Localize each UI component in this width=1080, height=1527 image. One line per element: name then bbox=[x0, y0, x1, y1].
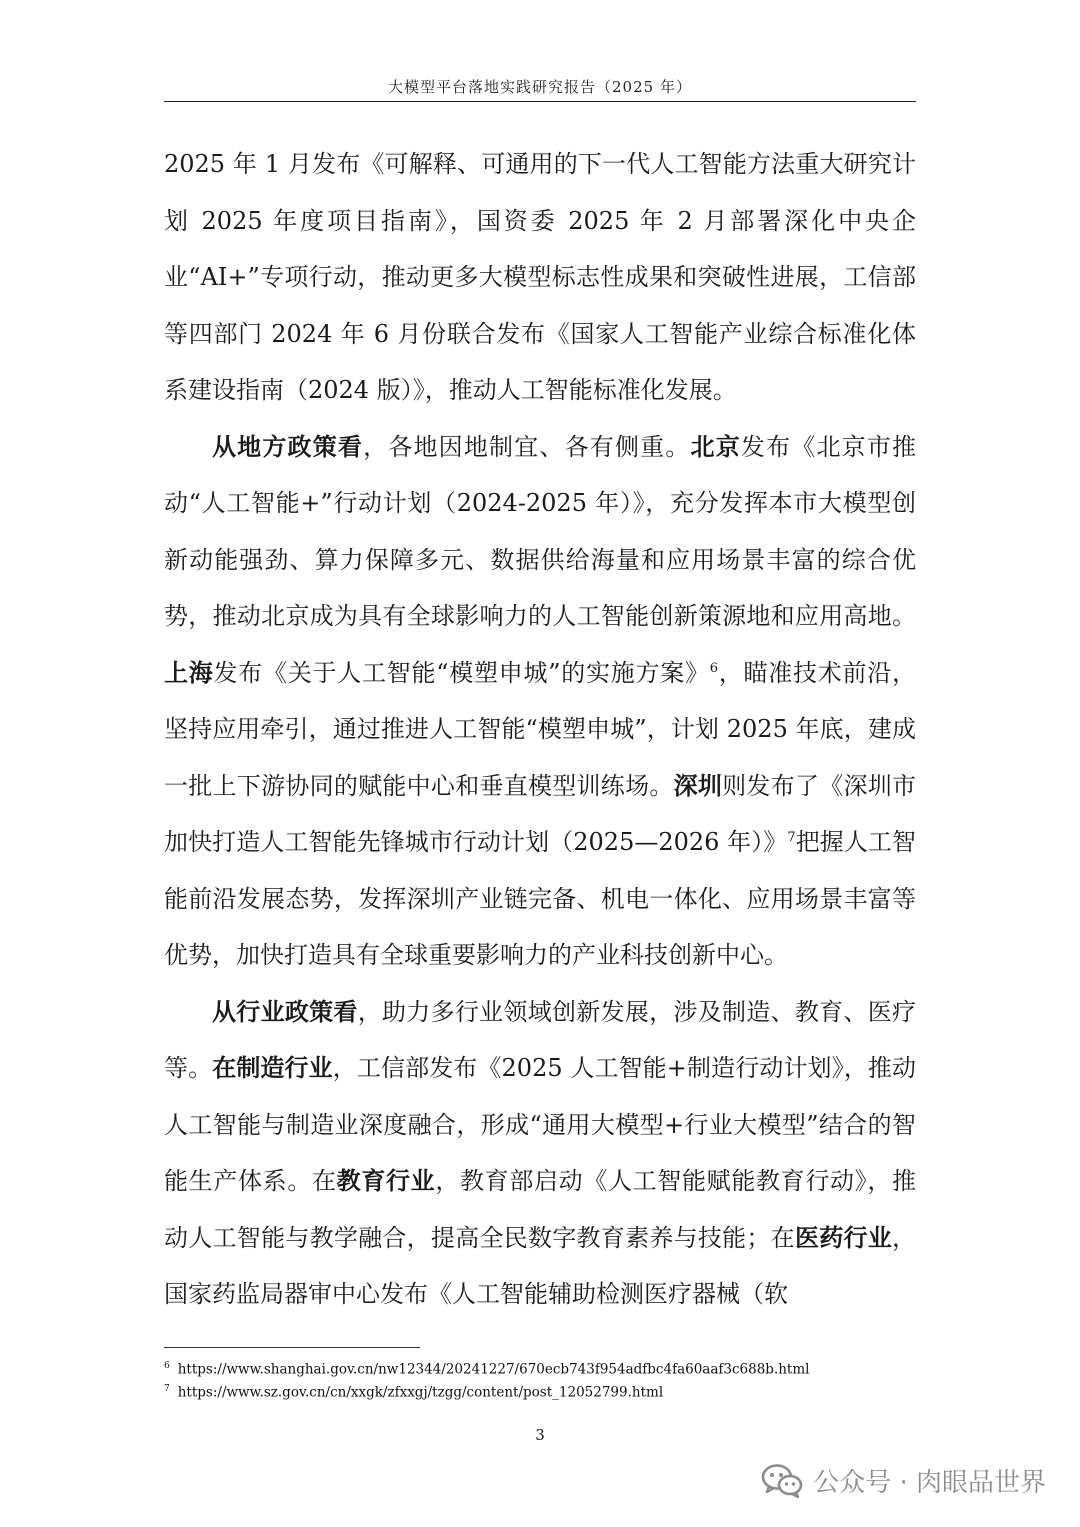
bold-phrase: 在制造行业 bbox=[212, 1053, 333, 1082]
bold-phrase: 上海 bbox=[164, 657, 214, 687]
footnotes bbox=[164, 1357, 924, 1402]
paragraph bbox=[164, 984, 916, 1323]
text-run: ，瞄准技术前沿，坚持应用牵引，通过推进人工智能“模塑申城”，计划 2025 年底，建成一批上下游协同的赋能中心和垂直模型训练场。 bbox=[164, 658, 917, 800]
footnote-number: 6 bbox=[164, 1361, 170, 1371]
bold-phrase: 从行业政策看 bbox=[212, 996, 358, 1026]
bold-phrase: 从地方政策看 bbox=[212, 431, 364, 461]
bold-phrase: 深圳 bbox=[673, 770, 723, 800]
text-run: ，国家药监局器审中心发布《人工智能辅助检测医疗器械（软 bbox=[164, 1223, 917, 1308]
paragraph bbox=[164, 136, 916, 419]
footnote-url[interactable]: https://www.shanghai.gov.cn/nw12344/20241227/670ecb743f954adfbc4fa60aaf3c688b.html bbox=[177, 1361, 810, 1378]
page-number: 3 bbox=[535, 1426, 545, 1444]
watermark-text: 公众号 · 肉眼品世界 bbox=[813, 1468, 1046, 1498]
text-run: ，教育部启动《人工智能赋能教育行动》，推动人工智能与教学融合，提高全民数字教育素养与技能；在 bbox=[164, 1167, 917, 1252]
watermark bbox=[761, 1462, 1046, 1499]
wechat-icon bbox=[761, 1463, 803, 1499]
header-divider bbox=[164, 101, 916, 102]
bold-phrase: 教育行业 bbox=[336, 1166, 436, 1195]
footnote-item bbox=[164, 1380, 924, 1403]
text-run: 发布《关于人工智能“模塑申城”的实施方案》 bbox=[213, 658, 710, 687]
running-header: 大模型平台落地实践研究报告（2025 年） bbox=[388, 78, 692, 96]
bold-phrase: 北京 bbox=[690, 431, 741, 461]
text-run: 2025 年 1 月发布《可解释、可通用的下一代人工智能方法重大研究计划 2025 年度项目指南》，国资委 2025 年 2 月部署深化中央企业“AI+”专项行动，推动更多大模型标志性成果和突破性进展，工信部等四部门 2024 年 6 月份联合发布《国家人工智能产业综合标准化体系建设指南（2024 版）》，推动人工智能标准化发展。 bbox=[164, 150, 916, 404]
bold-phrase: 医药行业 bbox=[794, 1222, 893, 1252]
footnote-ref: 7 bbox=[787, 830, 796, 845]
footnote-divider bbox=[164, 1347, 420, 1348]
text-run: 则发布了《深圳市加快打造人工智能先锋城市行动计划（2025—2026 年）》 bbox=[164, 771, 917, 856]
footnote-number: 7 bbox=[164, 1383, 170, 1394]
footnote-ref: 6 bbox=[709, 660, 719, 676]
text-run: 把握人工智能前沿发展态势，发挥深圳产业链完备、机电一体化、应用场景丰富等优势，加快打造具有全球重要影响力的产业科技创新中心。 bbox=[164, 828, 916, 969]
text-run: 发布《北京市推动“人工智能+”行动计划（2024-2025 年）》，充分发挥本市大模型创新动能强劲、算力保障多元、数据供给海量和应用场景丰富的综合优势，推动北京成为具有全球影响力的人工智能创新策源地和应用高地。 bbox=[164, 432, 917, 630]
text-run: ，工信部发布《2025 人工智能+制造行动计划》，推动人工智能与制造业深度融合，形成“通用大模型+行业大模型”结合的智能生产体系。在 bbox=[164, 1054, 916, 1195]
text-run: ，助力多行业领域创新发展，涉及制造、教育、医疗等。 bbox=[164, 997, 917, 1082]
paragraph bbox=[164, 419, 916, 984]
footnote-url[interactable]: https://www.sz.gov.cn/cn/xxgk/zfxxgj/tzgg/content/post_12052799.html bbox=[177, 1384, 664, 1400]
text-run: ，各地因地制宜、各有侧重。 bbox=[363, 432, 691, 461]
body-text bbox=[164, 136, 916, 1323]
footnote-item bbox=[164, 1357, 924, 1380]
